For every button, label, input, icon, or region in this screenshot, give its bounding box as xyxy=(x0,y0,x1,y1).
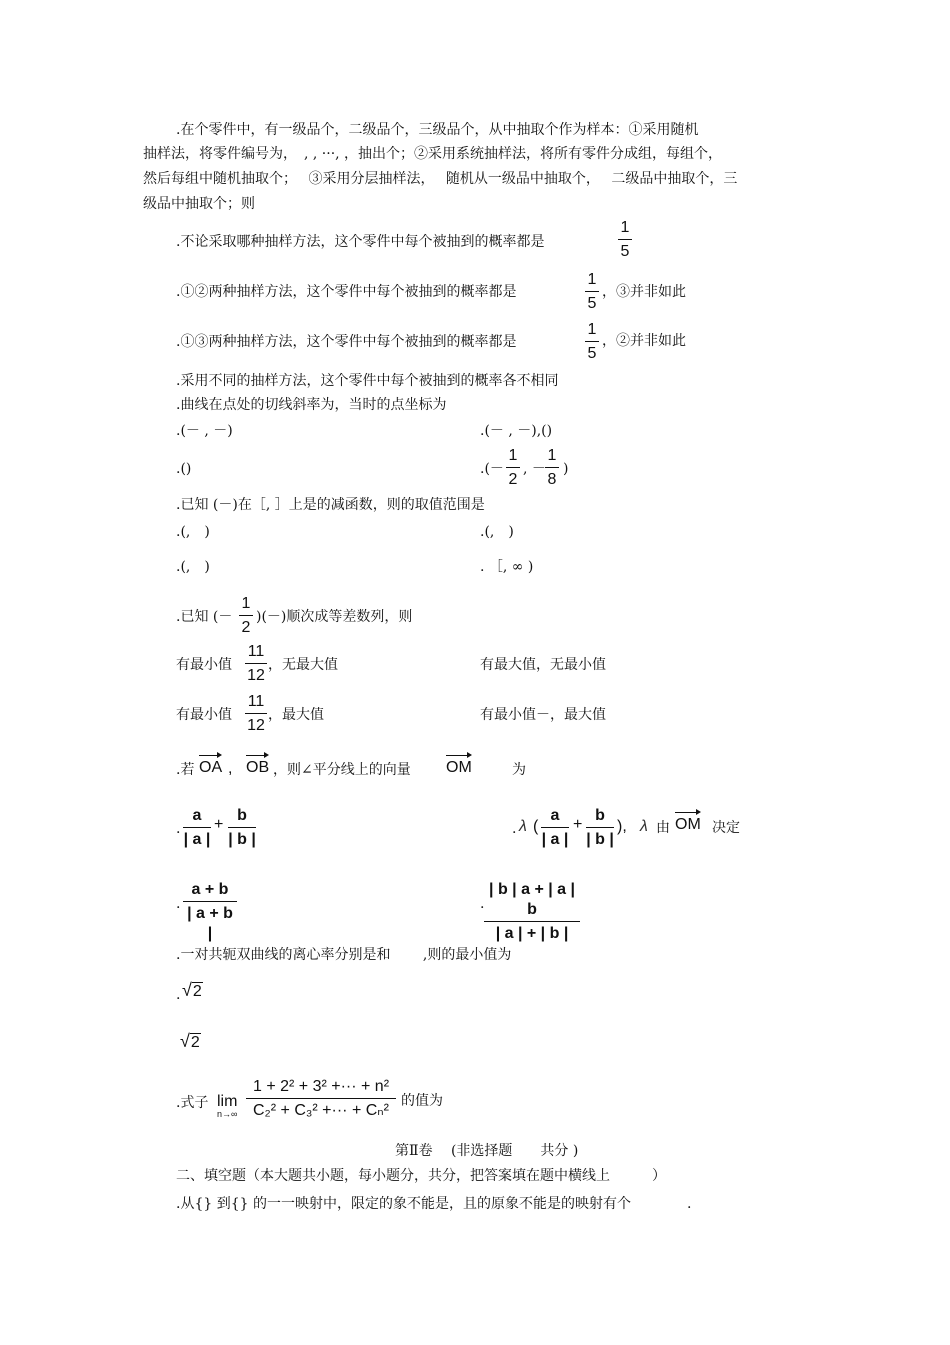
q1-line3: 然后每组中随机抽取个； ③采用分层抽样法， 随机从一级品中抽取个， 二级品中抽取个，三 xyxy=(143,171,738,187)
fraction-one-fifth: 1 5 xyxy=(618,218,632,262)
lambda-symbol: λ xyxy=(640,818,648,835)
sqrt-two: √2 xyxy=(180,1031,200,1051)
q6-option-a-dot: . xyxy=(176,987,181,1003)
q1-option-d: .采用不同的抽样方法，这个零件中每个被抽到的概率各不相同 xyxy=(176,373,559,389)
q2-option-d-open: .(－ xyxy=(480,461,504,477)
q6-stem: .一对共轭双曲线的离心率分别是和 ,则的最小值为 xyxy=(176,947,512,963)
q5-option-c-dot: . xyxy=(176,896,181,912)
fraction-weighted-sum: | b | a + | a | b | a | + | b | xyxy=(484,880,580,944)
q4-option-b: 有最大值，无最小值 xyxy=(480,657,606,673)
fraction-b-over-abs-b: b | b | xyxy=(586,807,614,848)
q4-option-d: 有最小值－，最大值 xyxy=(480,707,606,723)
vector-oa: OA xyxy=(199,753,222,777)
q5-by-label: 由 xyxy=(656,820,670,836)
fill-in-question-1: .从{} 到{} 的一一映射中，限定的象不能是，且的原象不能是的映射有个 . xyxy=(176,1196,692,1212)
q1-line1: .在个零件中，有一级品个，二级品个，三级品个，从中抽取个作为样本：①采用随机 xyxy=(176,122,699,138)
paren-open: ( xyxy=(533,818,539,835)
q2-option-a: .(－ , －) xyxy=(176,423,233,439)
q1-line4: 级品中抽取个；则 xyxy=(143,196,255,212)
q5-option-d-dot: . xyxy=(480,896,485,912)
part2-title: 第Ⅱ卷 (非选择题 共分 ) xyxy=(395,1143,579,1159)
q2-option-d-mid: , － xyxy=(523,461,546,477)
lim-operator: lim xyxy=(217,1093,238,1110)
q3-option-d: . ［, ∞ ) xyxy=(480,559,534,575)
q5-option-b-dot: . xyxy=(512,821,517,837)
q5-decide-label: 决定 xyxy=(712,820,740,836)
fraction-one-eighth: 1 8 xyxy=(545,446,559,490)
fraction-eleven-twelfths: 11 12 xyxy=(245,642,267,686)
fraction-a-over-abs-a: a | a | xyxy=(183,807,211,848)
q3-stem: .已知 (－)在［, ］上是的减函数，则的取值范围是 xyxy=(176,497,485,513)
fraction-one-half: 1 2 xyxy=(239,594,253,638)
plus-sign: + xyxy=(214,816,224,833)
q1-line2: 抽样法，将零件编号为， , , ···, ，抽出个；②采用系统抽样法，将所有零件分成组，每组个， xyxy=(143,146,723,162)
q5-stem-pre: .若 xyxy=(176,762,195,778)
q5-stem-post: 为 xyxy=(512,762,526,778)
vector-om: OM xyxy=(446,753,472,777)
plus-sign: + xyxy=(573,816,583,833)
fraction-b-over-abs-b: b | b | xyxy=(228,807,256,848)
q2-stem: .曲线在点处的切线斜率为，当时的点坐标为 xyxy=(176,397,447,413)
fraction-one-fifth: 1 5 xyxy=(585,270,599,314)
q1-option-c: .①③两种抽样方法，这个零件中每个被抽到的概率都是 xyxy=(176,334,517,350)
fill-in-section-title: 二、填空题（本大题共小题，每小题分，共分，把答案填在题中横线上 ） xyxy=(176,1168,666,1184)
q4-option-a-post: ，无最大值 xyxy=(268,657,338,673)
q5-stem-mid: ，则∠平分线上的向量 xyxy=(273,762,411,778)
fraction-a-over-abs-a: a | a | xyxy=(541,807,569,848)
q3-option-a: .(, ) xyxy=(176,524,210,540)
q2-option-c: .() xyxy=(176,461,192,477)
paren-close: ), xyxy=(617,818,627,835)
q2-option-b: .(－ , －),() xyxy=(480,423,553,439)
q3-option-c: .(, ) xyxy=(176,559,210,575)
sqrt-two: √2 xyxy=(182,980,202,1000)
q1-option-b: .①②两种抽样方法，这个零件中每个被抽到的概率都是 xyxy=(176,284,517,300)
q2-option-d-close: ) xyxy=(563,461,569,477)
q5-sep: , xyxy=(228,760,233,777)
fraction-one-half: 1 2 xyxy=(506,446,520,490)
q4-option-a-pre: 有最小值 xyxy=(176,657,232,673)
limit-fraction: 1 + 2² + 3² +··· + n² C₂² + C₃² +··· + Cₙ² xyxy=(246,1077,396,1121)
q5-option-a-dot: . xyxy=(176,821,181,837)
q1-option-c-tail: ，②并非如此 xyxy=(602,333,686,349)
q1-option-a: .不论采取哪种抽样方法，这个零件中每个被抽到的概率都是 xyxy=(176,234,545,250)
q4-option-c-pre: 有最小值 xyxy=(176,707,232,723)
q3-option-b: .(, ) xyxy=(480,524,514,540)
vector-ob: OB xyxy=(246,753,269,777)
q4-option-c-post: ，最大值 xyxy=(268,707,324,723)
q4-stem-close: )(－)顺次成等差数列，则 xyxy=(256,609,413,625)
lim-subscript: n→∞ xyxy=(217,1109,238,1119)
fraction-a-plus-b-normalized: a + b | a + b | xyxy=(183,880,237,944)
q1-option-b-tail: ，③并非如此 xyxy=(602,284,686,300)
q7-pre: .式子 xyxy=(176,1095,209,1111)
vector-om: OM xyxy=(675,810,701,834)
fraction-one-fifth: 1 5 xyxy=(585,320,599,364)
q4-stem-open: .已知 (－ xyxy=(176,609,233,625)
q7-post: 的值为 xyxy=(401,1093,443,1109)
fraction-eleven-twelfths: 11 12 xyxy=(245,692,267,736)
lambda-symbol: λ xyxy=(519,818,527,835)
